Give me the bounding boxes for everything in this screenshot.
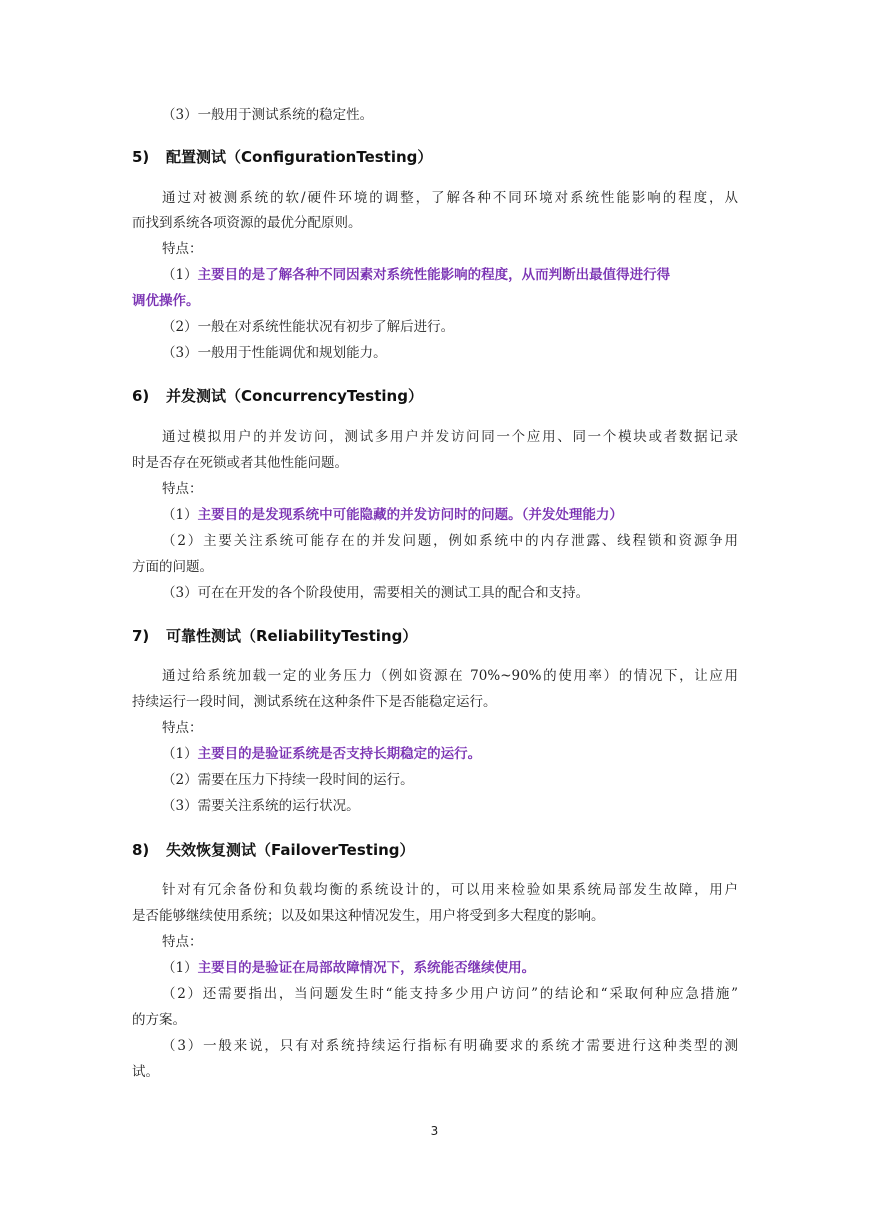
feature-item-3: （3）一般来说，只有对系统持续运行指标有明确要求的系统才需要进行这种类型的测	[162, 1038, 738, 1054]
paragraph-line: 针对有冗余备份和负载均衡的系统设计的，可以用来检验如果系统局部发生故障，用户	[162, 882, 738, 898]
paragraph-line: 试。	[132, 1064, 159, 1080]
item-number: （1）	[162, 507, 198, 523]
paragraph-line: 是否能够继续使用系统；以及如果这种情况发生，用户将受到多大程度的影响。	[132, 908, 605, 924]
feature-item-2: （2）需要在压力下持续一段时间的运行。	[162, 772, 414, 788]
feature-item-1	[162, 266, 738, 284]
item-number: （1）	[162, 267, 198, 283]
heading-title: 配置测试（ConfigurationTesting）	[166, 148, 433, 166]
highlighted-text: 主要目的是验证系统是否支持长期稳定的运行。	[197, 746, 482, 762]
heading-title: 并发测试（ConcurrencyTesting）	[166, 387, 423, 405]
feature-item-1	[162, 745, 738, 763]
heading-number: 7)	[132, 627, 150, 645]
heading-number: 5)	[132, 148, 150, 166]
features-label: 特点：	[162, 720, 203, 736]
features-label: 特点：	[162, 934, 203, 950]
highlighted-text: 主要目的是发现系统中可能隐藏的并发访问时的问题。（并发处理能力）	[197, 507, 623, 523]
paragraph-line: 通过给系统加载一定的业务压力（例如资源在 70%~90%的使用率）的情况下，让应用	[162, 668, 738, 684]
item-number: （1）	[162, 960, 198, 976]
feature-item-1	[162, 506, 738, 524]
paragraph-line: 通过对被测系统的软/硬件环境的调整，了解各种不同环境对系统性能影响的程度，从	[162, 190, 738, 206]
highlighted-text: 主要目的是了解各种不同因素对系统性能影响的程度，从而判断出最值得进行得	[197, 267, 671, 283]
features-label: 特点：	[162, 481, 203, 497]
heading-title: 可靠性测试（ReliabilityTesting）	[166, 627, 418, 645]
heading-number: 8)	[132, 841, 150, 859]
feature-item-3: （3）需要关注系统的运行状况。	[162, 798, 360, 814]
section-heading-6	[132, 386, 423, 406]
heading-number: 6)	[132, 387, 150, 405]
paragraph-line: 方面的问题。	[132, 559, 213, 575]
paragraph-line: 而找到系统各项资源的最优分配原则。	[132, 215, 362, 231]
paragraph-line: 通过模拟用户的并发访问，测试多用户并发访问同一个应用、同一个模块或者数据记录	[162, 429, 738, 445]
section-heading-5	[132, 147, 432, 167]
paragraph-line: 时是否存在死锁或者其他性能问题。	[132, 455, 348, 471]
paragraph-line: 的方案。	[132, 1012, 186, 1028]
highlighted-text: 主要目的是验证在局部故障情况下，系统能否继续使用。	[197, 960, 536, 976]
item-number: （1）	[162, 746, 198, 762]
feature-item-3: （3）可在在开发的各个阶段使用，需要相关的测试工具的配合和支持。	[162, 585, 590, 601]
feature-item-3: （3）一般用于性能调优和规划能力。	[162, 345, 387, 361]
paragraph-line: 持续运行一段时间，测试系统在这种条件下是否能稳定运行。	[132, 694, 497, 710]
features-label: 特点：	[162, 241, 203, 257]
feature-item-2: （2）主要关注系统可能存在的并发问题，例如系统中的内存泄露、线程锁和资源争用	[162, 533, 738, 549]
text-line: （3）一般用于测试系统的稳定性。	[162, 107, 374, 123]
page-number: 3	[430, 1124, 439, 1138]
feature-item-1	[162, 959, 738, 977]
section-heading-8	[132, 840, 415, 860]
highlighted-text: 调优操作。	[132, 293, 200, 309]
feature-item-2: （2）一般在对系统性能状况有初步了解后进行。	[162, 319, 455, 335]
heading-title: 失效恢复测试（FailoverTesting）	[166, 841, 415, 859]
section-heading-7	[132, 626, 417, 646]
feature-item-2: （2）还需要指出，当问题发生时“能支持多少用户访问”的结论和“采取何种应急措施”	[162, 986, 738, 1002]
